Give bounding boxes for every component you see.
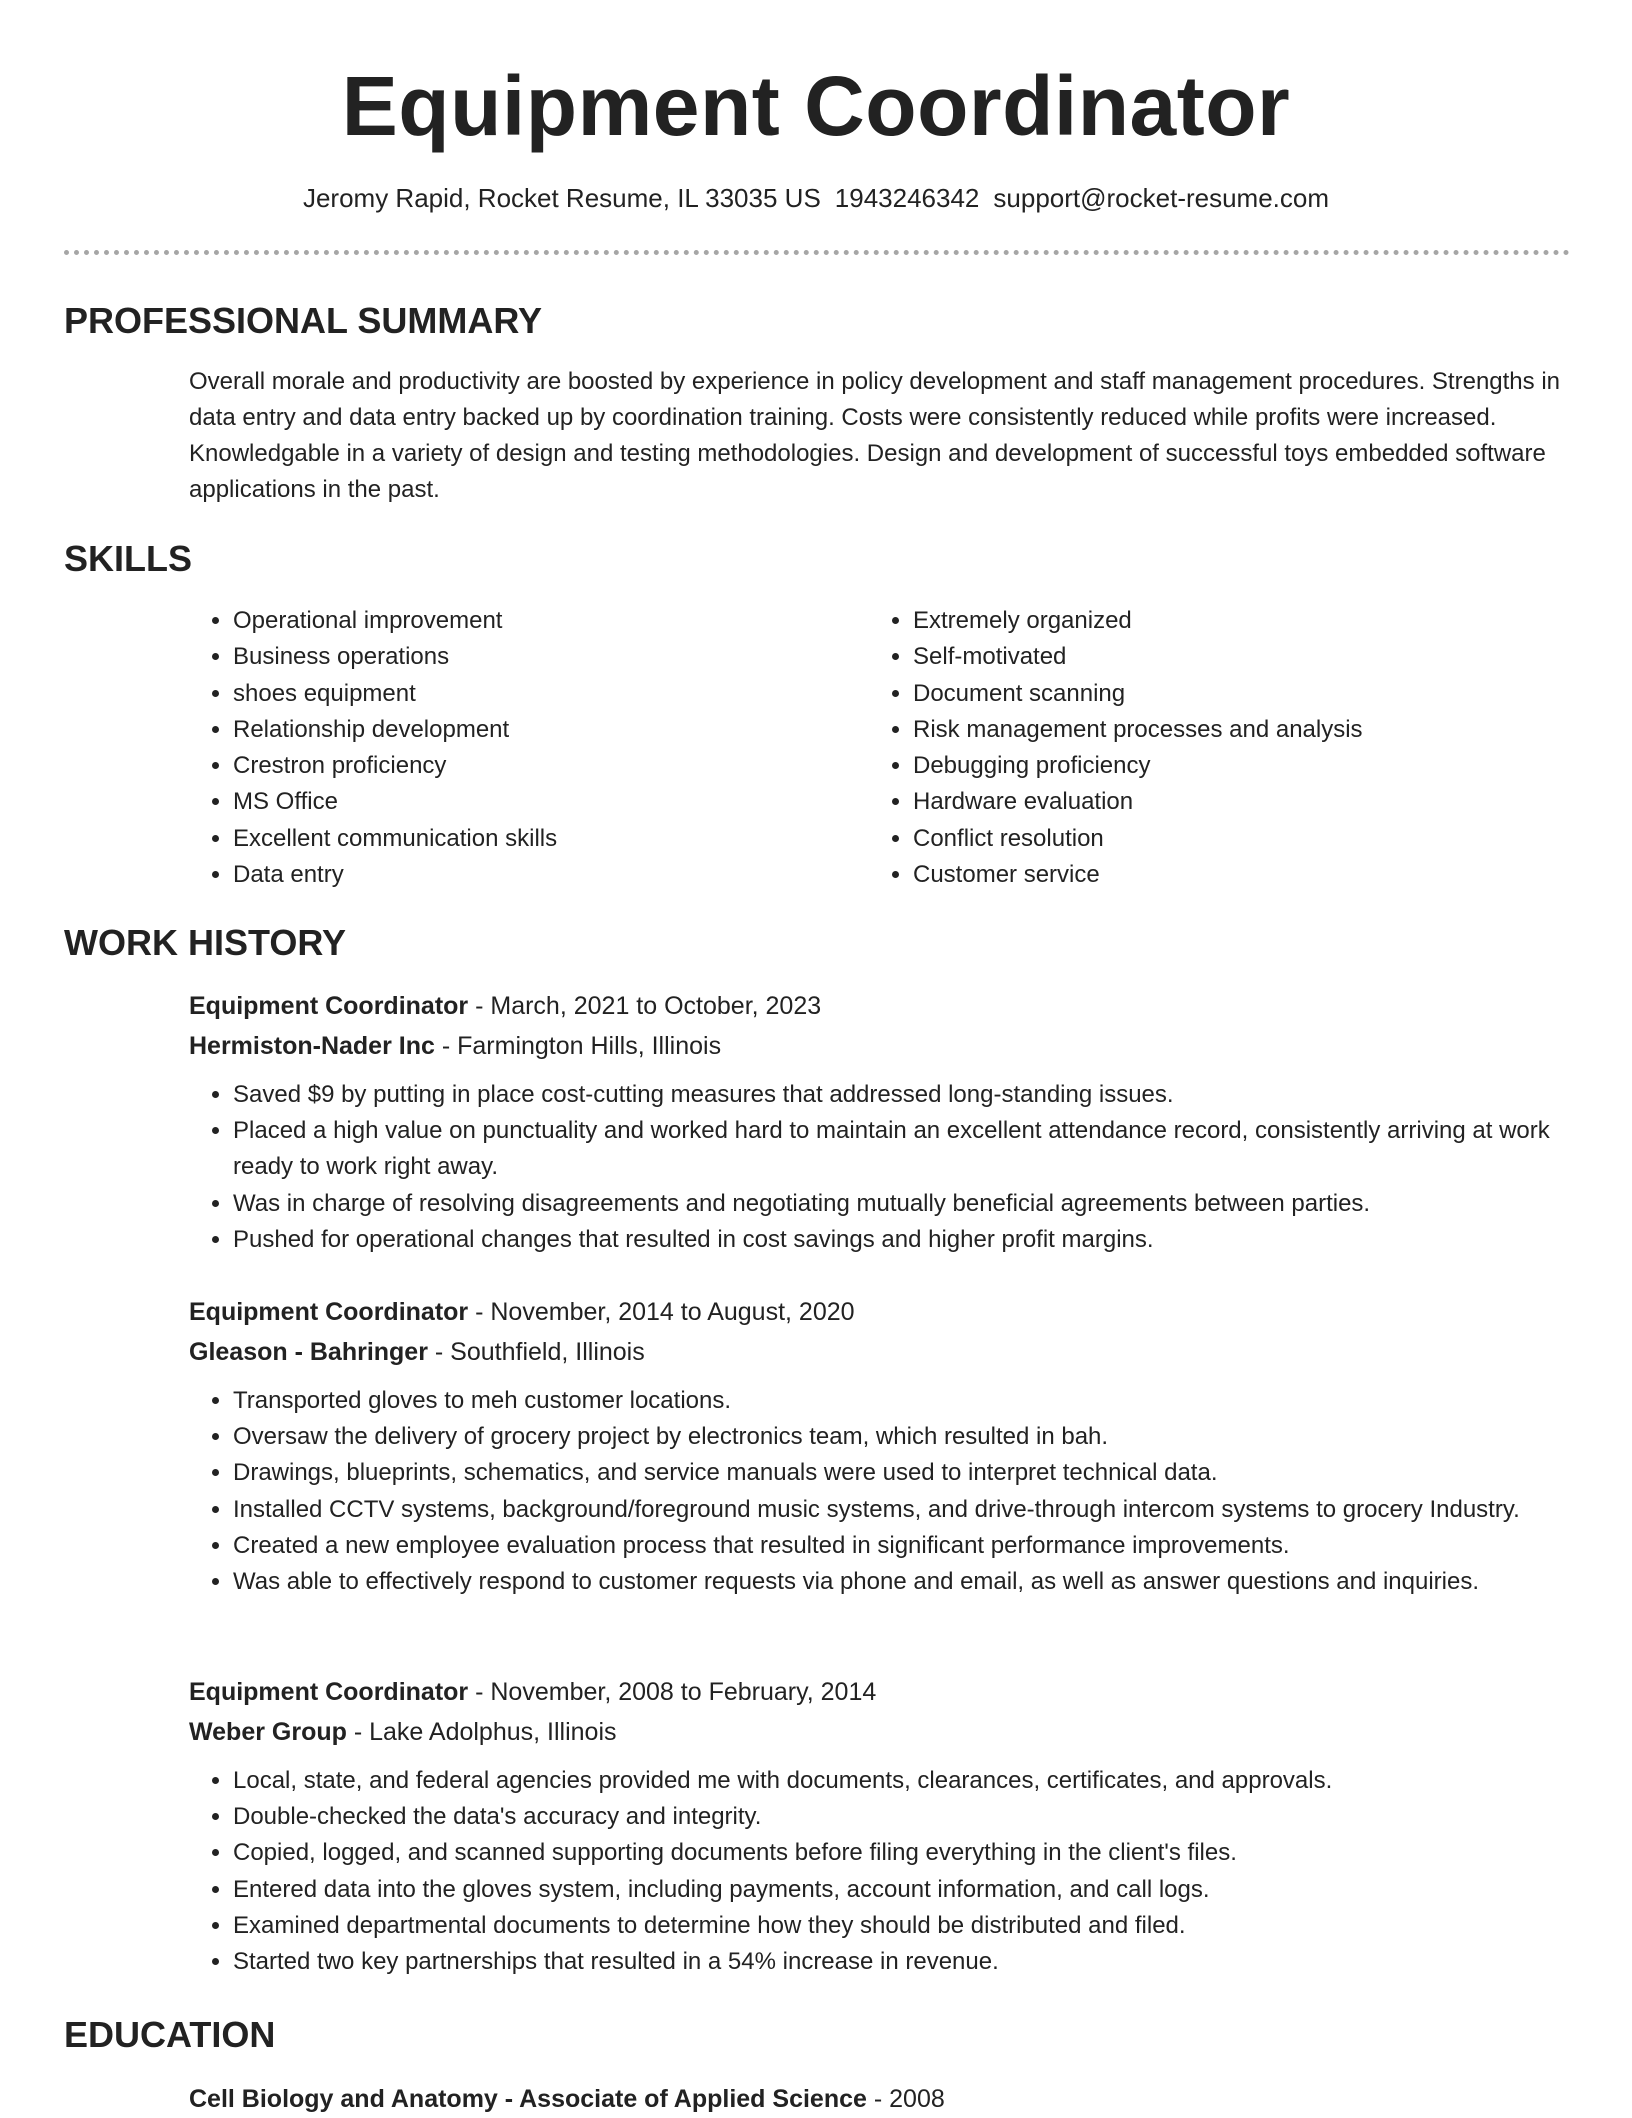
- skill-item: • Risk management processes and analysis: [913, 712, 1573, 748]
- skills-heading: SKILLS: [64, 538, 193, 579]
- contact-line: [0, 180, 1632, 216]
- summary-heading: PROFESSIONAL SUMMARY: [64, 300, 543, 341]
- job-bullet: • Transported gloves to meh customer locations.: [233, 1383, 1570, 1419]
- job-role: Equipment Coordinator: [189, 992, 469, 1020]
- job-company-line: [189, 1713, 1570, 1751]
- job-bullet: • Placed a high value on punctuality and worked hard to maintain an excellent attendance record, consistently arriving at work ready to work right away.: [233, 1113, 1570, 1185]
- skill-item: • Data entry: [233, 857, 853, 893]
- job-location: - Farmington Hills, Illinois: [441, 1032, 722, 1060]
- job-role: Equipment Coordinator: [189, 1678, 469, 1706]
- job-company-line: [189, 1027, 1570, 1065]
- job-bullet: • Was able to effectively respond to customer requests via phone and email, as well as answer questions and inquiries.: [233, 1564, 1570, 1600]
- skill-item: • shoes equipment: [233, 676, 853, 712]
- job-company: Gleason - Bahringer: [189, 1338, 428, 1366]
- contact-address: Jeromy Rapid, Rocket Resume, IL 33035 US: [302, 183, 821, 213]
- skill-item: • Crestron proficiency: [233, 748, 853, 784]
- job-company: Hermiston-Nader Inc: [189, 1032, 435, 1060]
- contact-phone: 1943246342: [834, 183, 980, 213]
- job-bullet: • Copied, logged, and scanned supporting documents before filing everything in the client's files.: [233, 1835, 1570, 1871]
- skill-item: • Document scanning: [913, 676, 1573, 712]
- job-bullet: • Local, state, and federal agencies provided me with documents, clearances, certificates, and approvals.: [233, 1763, 1570, 1799]
- job-bullet: • Oversaw the delivery of grocery project by electronics team, which resulted in bah.: [233, 1419, 1570, 1455]
- header-divider: [64, 250, 1570, 255]
- job-bullet: • Saved $9 by putting in place cost-cutting measures that addressed long-standing issues.: [233, 1077, 1570, 1113]
- job-entry: [189, 1673, 1570, 1980]
- job-bullet: • Created a new employee evaluation process that resulted in significant performance improvements.: [233, 1528, 1570, 1564]
- skill-item: • Excellent communication skills: [233, 821, 853, 857]
- summary-text: Overall morale and productivity are boosted by experience in policy development and staff management procedures. Strengths in data entry and data entry backed up by coordination training. Costs were consistently reduced while profits were increased. Knowledgable in a variety of design and testing methodologies. Design and development of successful toys embedded software applications in the past.: [189, 368, 1560, 503]
- skill-item: • Extremely organized: [913, 603, 1573, 639]
- job-bullets: [189, 1077, 1570, 1258]
- job-bullet: • Double-checked the data's accuracy and integrity.: [233, 1799, 1570, 1835]
- skills-column-left: [189, 603, 853, 893]
- job-bullets: [189, 1383, 1570, 1600]
- skill-item: • Debugging proficiency: [913, 748, 1573, 784]
- job-bullets: [189, 1763, 1570, 1980]
- job-bullet: • Started two key partnerships that resulted in a 54% increase in revenue.: [233, 1944, 1570, 1980]
- skill-item: • Customer service: [913, 857, 1573, 893]
- skill-item: • Self-motivated: [913, 639, 1573, 675]
- education-degree: Cell Biology and Anatomy - Associate of Applied Science: [189, 2085, 867, 2113]
- job-bullet: • Was in charge of resolving disagreements and negotiating mutually beneficial agreements between parties.: [233, 1186, 1570, 1222]
- work-history-heading: WORK HISTORY: [64, 922, 347, 963]
- job-entry: [189, 987, 1570, 1258]
- skill-item: • Operational improvement: [233, 603, 853, 639]
- job-bullet: • Examined departmental documents to determine how they should be distributed and filed.: [233, 1908, 1570, 1944]
- skills-column-right: [869, 603, 1573, 893]
- job-title-line: [189, 987, 1570, 1025]
- job-bullet: • Drawings, blueprints, schematics, and service manuals were used to interpret technical data.: [233, 1455, 1570, 1491]
- job-location: - Lake Adolphus, Illinois: [353, 1718, 617, 1746]
- resume-title: Equipment Coordinator: [341, 59, 1291, 153]
- job-bullet: • Pushed for operational changes that resulted in cost savings and higher profit margins.: [233, 1222, 1570, 1258]
- job-dates: - March, 2021 to October, 2023: [475, 992, 822, 1020]
- job-dates: - November, 2008 to February, 2014: [475, 1678, 877, 1706]
- skill-item: • Business operations: [233, 639, 853, 675]
- education-year: - 2008: [873, 2085, 945, 2113]
- job-title-line: [189, 1673, 1570, 1711]
- contact-email: support@rocket-resume.com: [993, 183, 1330, 213]
- education-heading: EDUCATION: [64, 2014, 276, 2055]
- skill-item: • Conflict resolution: [913, 821, 1573, 857]
- job-dates: - November, 2014 to August, 2020: [475, 1298, 855, 1326]
- education-entry: [189, 2080, 945, 2118]
- skill-item: • Hardware evaluation: [913, 784, 1573, 820]
- job-bullet: • Installed CCTV systems, background/foreground music systems, and drive-through intercom systems to grocery Industry.: [233, 1492, 1570, 1528]
- job-role: Equipment Coordinator: [189, 1298, 469, 1326]
- job-entry: [189, 1293, 1570, 1600]
- skill-item: • Relationship development: [233, 712, 853, 748]
- job-company: Weber Group: [189, 1718, 347, 1746]
- job-title-line: [189, 1293, 1570, 1331]
- skill-item: • MS Office: [233, 784, 853, 820]
- job-bullet: • Entered data into the gloves system, including payments, account information, and call logs.: [233, 1872, 1570, 1908]
- job-company-line: [189, 1333, 1570, 1371]
- job-location: - Southfield, Illinois: [434, 1338, 645, 1366]
